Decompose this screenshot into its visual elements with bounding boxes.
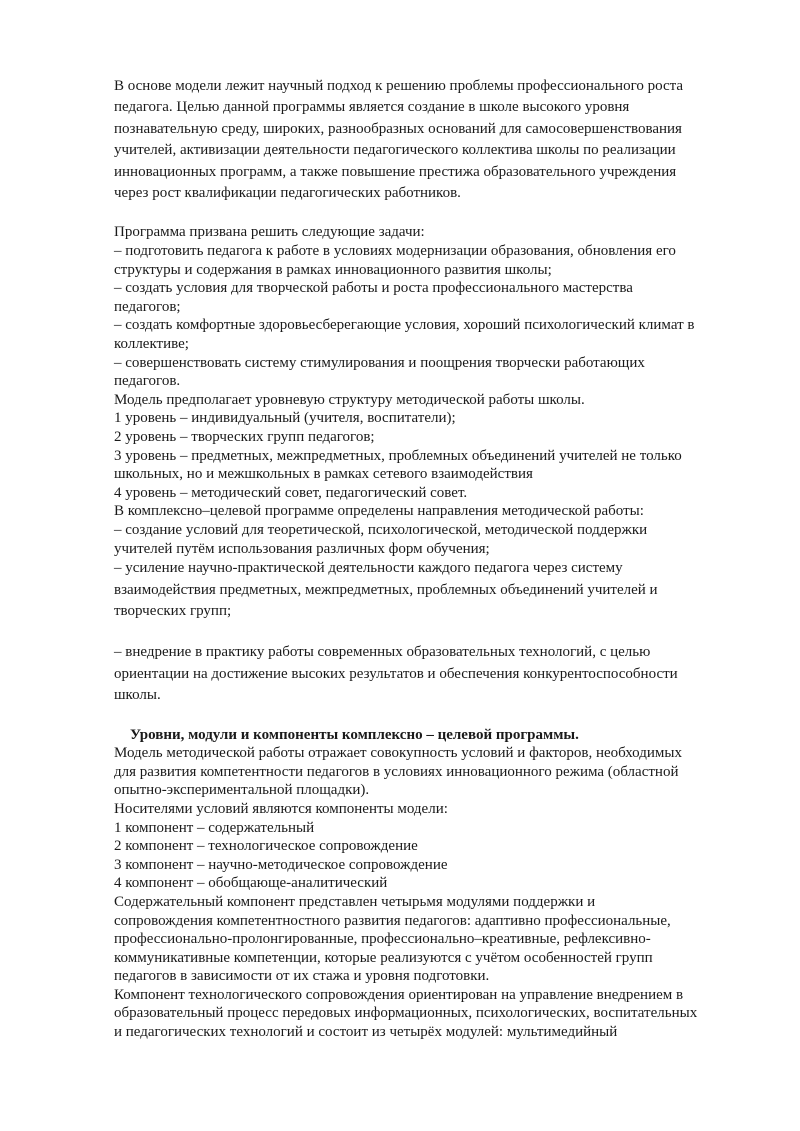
text-line: Модель методической работы отражает совокупность условий и факторов, необходимых xyxy=(114,745,682,762)
text-line: В основе модели лежит научный подход к решению проблемы профессионального роста xyxy=(114,78,684,94)
text-line: сопровождения компетентностного развития педагогов: адаптивно профессиональные, xyxy=(114,912,671,929)
components-paragraph xyxy=(114,744,754,1042)
text-line: Носителями условий являются компоненты модели: xyxy=(114,800,448,817)
text-line: школы. xyxy=(114,687,161,704)
text-line: – усиление научно-практической деятельности каждого педагога через систему xyxy=(114,560,623,577)
text-line: 3 уровень – предметных, межпредметных, проблемных объединений учителей не только xyxy=(114,447,682,464)
text-line: – создание условий для теоретической, психологической, методической поддержки xyxy=(114,521,648,538)
text-line: структуры и содержания в рамках инновационного развития школы; xyxy=(114,261,552,278)
text-line: 1 уровень – индивидуальный (учителя, воспитатели); xyxy=(114,410,456,427)
text-line: Компонент технологического сопровождения ориентирован на управление внедрением в xyxy=(114,986,684,1003)
section-heading: Уровни, модули и компоненты комплексно – целевой программы. xyxy=(130,726,579,743)
text-line: 1 компонент – содержательный xyxy=(114,819,315,836)
text-line: профессионально-пролонгированные, профессионально–креативные, рефлексивно- xyxy=(114,931,651,948)
text-line: образовательный процесс передовых информационных, психологических, воспитательных xyxy=(114,1005,698,1022)
text-line: учителей путём использования различных форм обучения; xyxy=(114,540,490,557)
text-line: Программа призвана решить следующие задачи: xyxy=(114,224,425,241)
text-line: В комплексно–целевой программе определены направления методической работы: xyxy=(114,503,644,520)
strengthening-paragraph xyxy=(114,558,754,622)
text-line: школьных, но и межшкольных в рамках сетевого взаимодействия xyxy=(114,466,533,483)
text-line: педагогов; xyxy=(114,298,181,315)
text-line: педагогов в зависимости от их стажа и уровня подготовки. xyxy=(114,968,490,985)
text-line: 4 компонент – обобщающе-аналитический xyxy=(114,875,388,892)
text-line: педагогов. xyxy=(114,373,181,390)
text-line: познавательную среду, широких, разнообразных оснований для самосовершенствования xyxy=(114,120,682,137)
text-line: инновационных программ, а также повышение престижа образовательного учреждения xyxy=(114,163,677,180)
text-line: 2 уровень – творческих групп педагогов; xyxy=(114,428,375,445)
text-line: творческих групп; xyxy=(114,602,232,619)
text-line: – подготовить педагога к работе в условиях модернизации образования, обновления его xyxy=(114,243,676,260)
text-line: через рост квалификации педагогических работников. xyxy=(114,185,461,202)
text-line: 4 уровень – методический совет, педагогический совет. xyxy=(114,484,468,501)
text-line: 3 компонент – научно-методическое сопровождение xyxy=(114,856,448,873)
text-line: Модель предполагает уровневую структуру методической работы школы. xyxy=(114,391,585,408)
paragraph-gap xyxy=(114,622,754,642)
paragraph-gap xyxy=(114,204,754,223)
text-line: и педагогических технологий и состоит из четырёх модулей: мультимедийный xyxy=(114,1024,618,1041)
text-line: коммуникативные компетенции, которые реализуются с учётом особенностей групп xyxy=(114,949,653,966)
text-line: для развития компетентности педагогов в условиях инновационного режима (областной xyxy=(114,763,679,780)
text-line: – создать комфортные здоровьесберегающие условия, хороший психологический климат в xyxy=(114,317,695,334)
intro-paragraph xyxy=(114,76,754,204)
text-line: – внедрение в практику работы современных образовательных технологий, с целью xyxy=(114,644,651,661)
text-line: коллективе; xyxy=(114,336,189,352)
tasks-paragraph xyxy=(114,223,754,558)
document-page xyxy=(114,76,754,1042)
text-line: ориентации на достижение высоких результатов и обеспечения конкурентоспособности xyxy=(114,665,678,682)
text-line: Содержательный компонент представлен четырьмя модулями поддержки и xyxy=(114,893,596,910)
text-line: педагога. Целью данной программы является создание в школе высокого уровня xyxy=(114,99,630,116)
text-line: опытно-экспериментальной площадки). xyxy=(114,782,370,799)
text-line: учителей, активизации деятельности педагогического коллектива школы по реализации xyxy=(114,142,676,159)
paragraph-gap xyxy=(114,707,754,726)
text-line: 2 компонент – технологическое сопровождение xyxy=(114,838,418,855)
text-line: взаимодействия предметных, межпредметных, проблемных объединений учителей и xyxy=(114,581,658,598)
text-line: – создать условия для творческой работы и роста профессионального мастерства xyxy=(114,280,633,297)
implementation-paragraph xyxy=(114,642,754,706)
text-line: – совершенствовать систему стимулирования и поощрения творчески работающих xyxy=(114,354,645,371)
